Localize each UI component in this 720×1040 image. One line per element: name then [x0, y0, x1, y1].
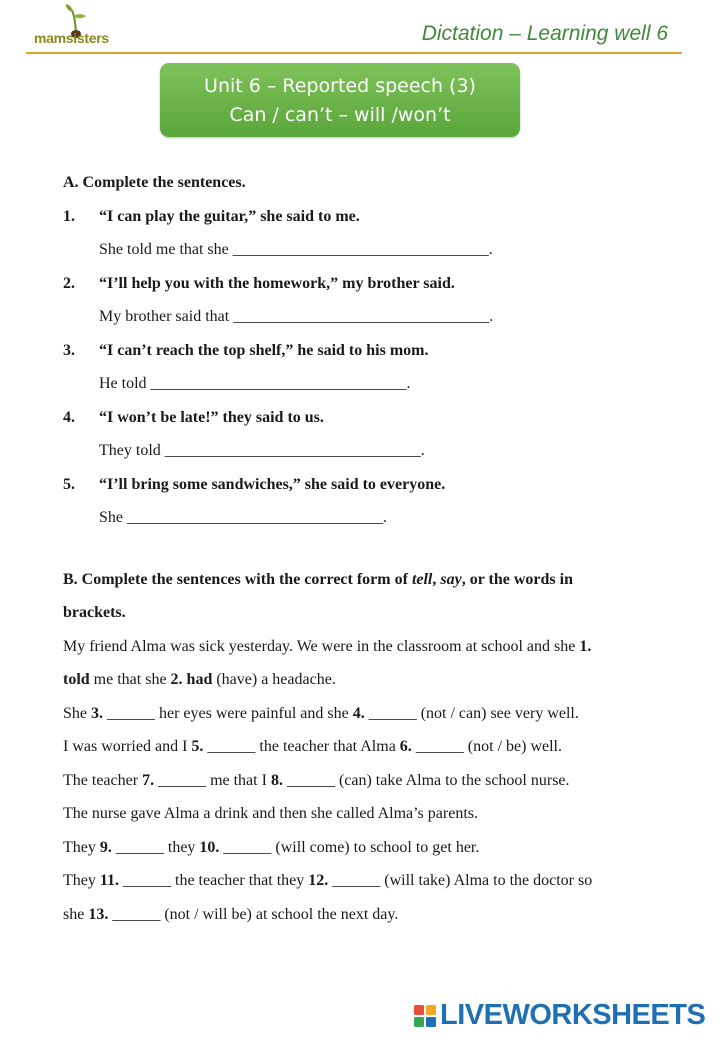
logo-text: mamsisters [34, 30, 109, 46]
line-text: ______ (not / be) well. [411, 738, 562, 755]
quote-text: “I’ll bring some sandwiches,” she said to everyone. [99, 475, 446, 493]
page-header [0, 0, 720, 60]
unit-title-banner [160, 63, 520, 137]
header-divider [26, 52, 682, 54]
item-answer-line: She told me that she ________________________________. [99, 241, 493, 258]
liveworksheets-logo-icon [414, 1005, 436, 1027]
paragraph-line [63, 864, 693, 898]
line-text: ______ (will come) to school to get her. [219, 838, 480, 856]
brand-text: LIVEWORKSHEETS [440, 999, 706, 1031]
paragraph-line [63, 663, 693, 697]
line-text: ______ (not / will be) at school the next day. [108, 905, 399, 923]
item-number: 3. [63, 341, 75, 359]
section-b-heading-line-2: brackets. [63, 604, 126, 621]
line-text: ______ (not / can) see very well. [364, 704, 579, 722]
quote-text: “I’ll help you with the homework,” my brother said. [99, 274, 455, 292]
blank-number: 10. [199, 838, 220, 856]
section-spacer [63, 535, 693, 563]
line-text: She [63, 704, 91, 722]
item-answer-line: He told ________________________________. [99, 375, 411, 392]
blank-number: 4. [352, 704, 365, 722]
blank-number: 8. [270, 771, 283, 789]
section-b-heading [63, 563, 693, 597]
blank-number: 7. [142, 771, 155, 789]
heading-suffix: , or the words in [461, 570, 573, 588]
item-number: 2. [63, 274, 75, 292]
heading-tell: tell [411, 570, 433, 588]
item-number: 1. [63, 207, 75, 225]
line-text: ______ the teacher that Alma [203, 738, 400, 755]
line-text: she [63, 905, 89, 923]
line-text: ______ (can) take Alma to the school nurse. [282, 771, 570, 789]
blank-number: 3. [91, 704, 103, 722]
banner-line-1: Unit 6 – Reported speech (3) [204, 75, 476, 97]
line-text: ______ the teacher that they [119, 872, 309, 889]
blank-number: 11. [99, 872, 119, 889]
blank-number: 6. [399, 738, 412, 755]
paragraph-line [63, 697, 693, 731]
section-a-heading: A. Complete the sentences. [63, 174, 246, 191]
blank-number: 9. [99, 838, 112, 856]
header-title: Dictation – Learning well 6 [421, 22, 668, 45]
item-quote [63, 468, 693, 502]
line-text: ______ (will take) Alma to the doctor so [328, 872, 593, 889]
answer-word: had [182, 671, 213, 688]
line-text: The teacher [63, 771, 143, 789]
mamsisters-logo [34, 4, 124, 52]
heading-comma: , [432, 570, 441, 588]
banner-line-2: Can / can’t – will /won’t [229, 104, 451, 126]
quote-text: “I can play the guitar,” she said to me. [99, 207, 360, 225]
item-quote [63, 267, 693, 301]
line-text: ______ me that I [154, 771, 271, 789]
line-text: (have) a headache. [212, 671, 336, 688]
paragraph-line: The nurse gave Alma a drink and then she called Alma’s parents. [63, 805, 478, 822]
line-text: They [63, 838, 100, 856]
item-quote [63, 401, 693, 435]
paragraph-line [63, 764, 693, 798]
line-text: My friend Alma was sick yesterday. We were in the classroom at school and she [63, 637, 580, 655]
item-quote [63, 334, 693, 368]
blank-number: 12. [308, 872, 329, 889]
answer-word: told [63, 671, 90, 688]
line-text: They [63, 872, 100, 889]
worksheet-content [63, 166, 693, 931]
paragraph-line [63, 831, 693, 865]
paragraph-line [63, 730, 693, 764]
blank-number: 2. [170, 671, 183, 688]
heading-text: B. Complete the sentences with the correct form of [63, 570, 412, 588]
item-answer-line: They told ________________________________. [99, 442, 425, 459]
quote-text: “I won’t be late!” they said to us. [99, 408, 324, 426]
heading-say: say [440, 570, 462, 588]
line-text: me that she [89, 671, 171, 688]
blank-number: 1. [579, 637, 592, 655]
line-text: ______ they [111, 838, 200, 856]
item-answer-line: She ________________________________. [99, 509, 387, 526]
blank-number: 13. [88, 905, 109, 923]
quote-text: “I can’t reach the top shelf,” he said to his mom. [99, 341, 429, 359]
item-number: 5. [63, 475, 75, 493]
blank-number: 5. [191, 738, 204, 755]
paragraph-line [63, 898, 693, 932]
line-text: I was worried and I [63, 738, 192, 755]
item-answer-line: My brother said that ________________________________. [99, 308, 494, 325]
item-number: 4. [63, 408, 75, 426]
paragraph-line [63, 630, 693, 664]
item-quote [63, 200, 693, 234]
line-text: ______ her eyes were painful and she [103, 704, 353, 722]
